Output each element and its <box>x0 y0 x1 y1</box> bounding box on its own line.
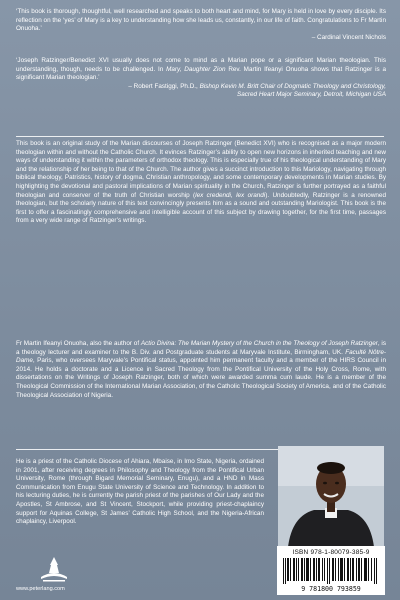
barcode-bars <box>283 558 379 584</box>
section-divider <box>16 136 384 137</box>
description-text <box>16 140 386 226</box>
author-photo <box>278 446 384 547</box>
endorsement-text-part: ‘Joseph Ratzinger/Benedict XVI usually does not come to mind as a Marian pope or a significant Marian theologian. This understanding, though, needs to be challenged. In <box>16 57 386 73</box>
endorsement-fastiggi <box>16 57 386 100</box>
endorsement-text-part: Rev. Martin Ifeanyi Onuoha shows that Ratzinger is a significant Marian theologian.’ <box>16 65 386 82</box>
attribution-affiliation: Sacred Heart Major Seminary, Detroit, Michigan USA <box>236 91 386 99</box>
author-biography <box>16 340 386 400</box>
description-italic: lex credendi, lex orandi <box>195 191 266 199</box>
barcode-number: 9 781800 793859 <box>301 585 361 593</box>
publisher-logo <box>37 555 71 583</box>
description-part: This book is an original study of the Marian discourses of Joseph Ratzinger (Benedict XVI) who is recognised as a major modern theologian within and without the Catholic Church. It evinces Ratzinger’s ability to open new horizons in inherited teaching and new ways of understanding it within the parameters of orthodox theology. This is especially true of his theological understanding of Mary and the relationship of her being to that of the Church. The author gives a succinct introduction to this Mariology, navigating through biblical theology, Patristics, history of dogma, Christian anthropology, and some contemporary developments in Marian studies. By highlighting the devotional and pastoral implications of Marian spirituality in the Church, Ratzinger is further portrayed as a faithful theologian and conserver of the truth of Christian worship ( <box>16 140 386 199</box>
isbn-barcode <box>277 546 385 595</box>
endorsement-text: ‘This book is thorough, thoughtful, well researched and speaks to both heart and mind, for Mary is held in love by every disciple. Its reflection on the ‘yes’ of Mary is a key to understanding how she leads us, constantly, in our life of faith. Congratulations to Fr Martin Onuoha.’ <box>16 8 386 33</box>
isbn-label: ISBN 978-1-80079-385-9 <box>292 549 370 556</box>
bio-text <box>16 340 386 400</box>
bio-institution: Faculté Nôtre-Dame <box>16 348 386 365</box>
bio-part: , is a theology lecturer and examiner to the B. Div. and Postgraduate students at Maryvale Institute, Birmingham, UK. <box>16 340 387 356</box>
book-title-italic: Mary, Daughter Zion <box>166 65 226 73</box>
bio-book-title: Actio Divina: The Marian Mystery of the Church in the Theology of Joseph Ratzinger <box>140 340 378 347</box>
publisher-website[interactable]: www.peterlang.com <box>16 586 65 592</box>
bio-part: Fr Martin Ifeanyi Onuoha, also the author of <box>16 340 141 347</box>
endorsement-text <box>16 57 386 83</box>
attribution-name: – Robert Fastiggi, Ph.D., <box>128 82 200 90</box>
description-part: ). Undoubtedly, Ratzinger is a renowned theologian, but the scholarly nature of this text convincingly presents him as a sound and outstanding Mariologist. This book is the first to offer a fascinatingly comprehensive and intelligible account of this subject by drawing together, for the first time, passages from a very wide range of Ratzinger’s writings. <box>16 191 386 225</box>
endorsement-nichols <box>16 8 386 42</box>
priest-bio-text: He is a priest of the Catholic Diocese of Ahiara, Mbaise, in Imo State, Nigeria, ordained in 2001, after receiving degrees in Philosophy and Theology from the Pontifical Urban University, Rome (through Bigard Memorial Seminary, Enugu), and a HND in Mass Communication from Enugu State University of Science and Technology. In addition to his lecturing duties, he is currently the parish priest of the parishes of Our Lady and the Apostles, St Ambrose, and St Vincent, Stockport, while providing priest-chaplaincy support for Aquinas College, St James’ Catholic High School, and the Nigeria-African chaplaincy, Liverpool. <box>16 458 264 526</box>
bio-part: , Paris, who oversees Maryvale’s Pontifical status, appointed him permanent faculty and a member of the HIRS Council in 2014. He holds a doctorate and a Licence in Sacred Theology from the Pontifical University of the Holy Cross, Rome, with dissertations on the Writings of Joseph Ratzinger, both of which were awarded summa cum laude. He is a member of the Theological Commission of the International Marian Association, of the Catholic Theological Society of America, and of the Catholic Theological Association of Nigeria. <box>16 357 386 399</box>
endorsement-attribution <box>16 83 386 92</box>
attribution-title: Bishop Kevin M. Britt Chair of Dogmatic Theology and Christology, <box>199 82 386 90</box>
priest-biography <box>16 458 264 527</box>
book-description <box>16 140 386 226</box>
author-portrait-image <box>278 446 384 547</box>
endorsement-affiliation <box>16 91 386 100</box>
endorsement-attribution: – Cardinal Vincent Nichols <box>311 33 386 41</box>
